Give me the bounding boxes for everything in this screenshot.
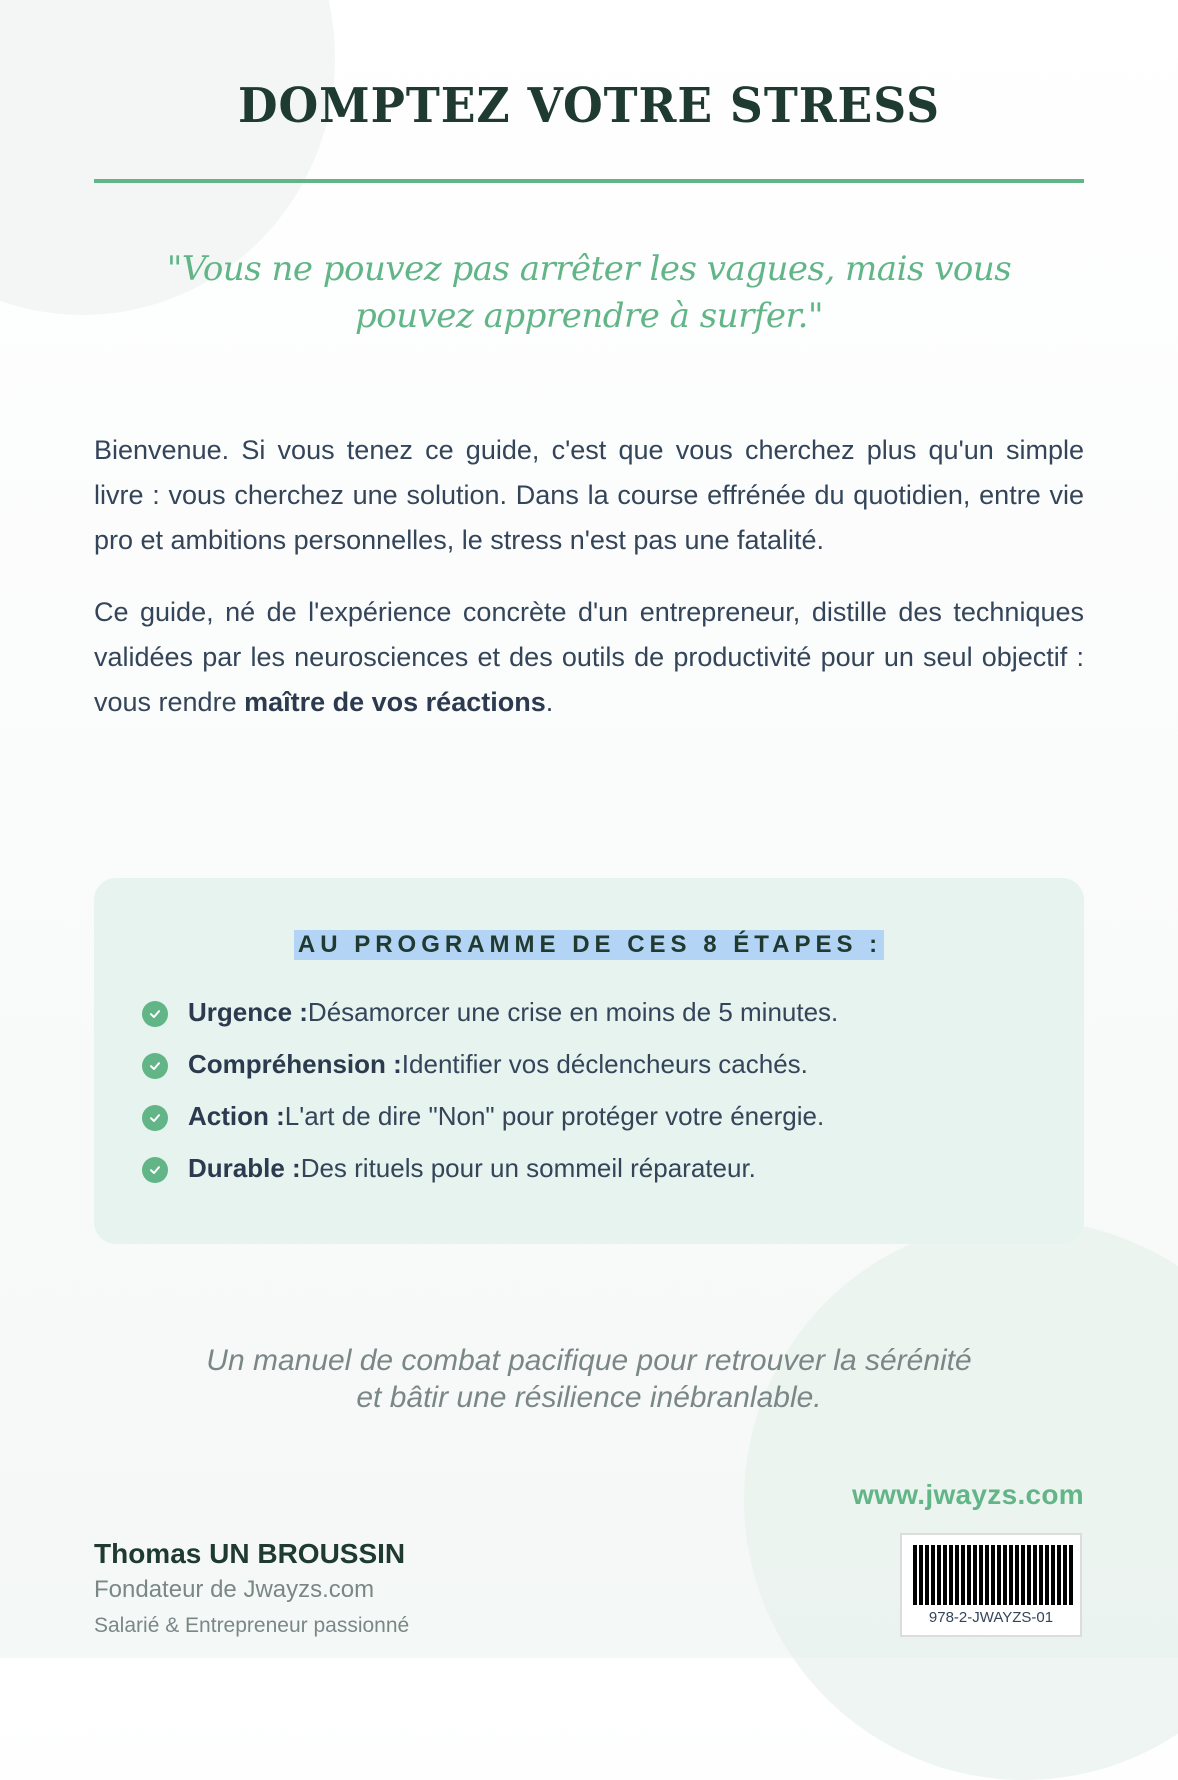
program-box: [94, 878, 1084, 1244]
list-item-label: Compréhension :: [188, 1048, 402, 1079]
list-item: [142, 1038, 838, 1090]
list-item-text: Des rituels pour un sommeil réparateur.: [300, 1152, 756, 1183]
check-circle-icon: [142, 1053, 168, 1079]
author-subtitle: Salarié & Entrepreneur passionné: [94, 1614, 410, 1637]
list-item-text: Identifier vos déclencheurs cachés.: [401, 1048, 808, 1079]
list-item: [142, 986, 838, 1038]
list-item-text: L'art de dire "Non" pour protéger votre énergie.: [284, 1100, 825, 1131]
author-role: Fondateur de Jwayzs.com: [94, 1576, 375, 1603]
list-item-label: Urgence :: [188, 996, 308, 1027]
list-item: [142, 1090, 838, 1142]
intro-paragraph-2: [94, 590, 1084, 725]
list-item-label: Action :: [188, 1100, 285, 1131]
intro-paragraph-2-text: Ce guide, né de l'expérience concrète d'un entrepreneur, distille des techniques validées par les neurosciences et des outils de productivité pour un seul objectif : vous rendre: [94, 597, 1084, 717]
list-item-label: Durable :: [188, 1152, 301, 1183]
program-heading-text[interactable]: AU PROGRAMME DE CES 8 ÉTAPES :: [294, 930, 884, 960]
intro-paragraph-1: Bienvenue. Si vous tenez ce guide, c'est que vous cherchez plus qu'un simple livre : vous cherchez une solution. Dans la course effrénée du quotidien, entre vie pro et ambitions personnelles, le stress n'est pas une fatalité.: [94, 435, 1084, 555]
intro-paragraph-2-end: .: [545, 687, 554, 717]
tagline: [94, 1342, 1084, 1416]
title-divider: [94, 179, 1084, 183]
epigraph-quote: "Vous ne pouvez pas arrêter les vagues, mais vous pouvez apprendre à surfer.": [166, 249, 1012, 336]
page-title: DOMPTEZ VOTRE STRESS: [237, 78, 941, 134]
intro-text: [94, 428, 1084, 752]
program-list: [142, 986, 838, 1194]
check-circle-icon: [142, 1157, 168, 1183]
check-circle-icon: [142, 1105, 168, 1131]
list-item: [142, 1142, 838, 1194]
list-item-text: Désamorcer une crise en moins de 5 minutes.: [307, 996, 839, 1027]
tagline-line-2: et bâtir une résilience inébranlable.: [356, 1381, 822, 1414]
author-name: Thomas UN BROUSSIN: [94, 1538, 406, 1569]
intro-emphasis: maître de vos réactions: [244, 687, 546, 717]
website-link[interactable]: www.jwayzs.com: [852, 1479, 1084, 1510]
program-heading: [94, 930, 1084, 960]
tagline-line-1: Un manuel de combat pacifique pour retrouver la sérénité: [206, 1344, 972, 1377]
barcode-bars-icon: [913, 1545, 1073, 1605]
isbn-number: 978-2-JWAYZS-01: [928, 1609, 1054, 1626]
check-circle-icon: [142, 1001, 168, 1027]
barcode: [900, 1533, 1082, 1637]
